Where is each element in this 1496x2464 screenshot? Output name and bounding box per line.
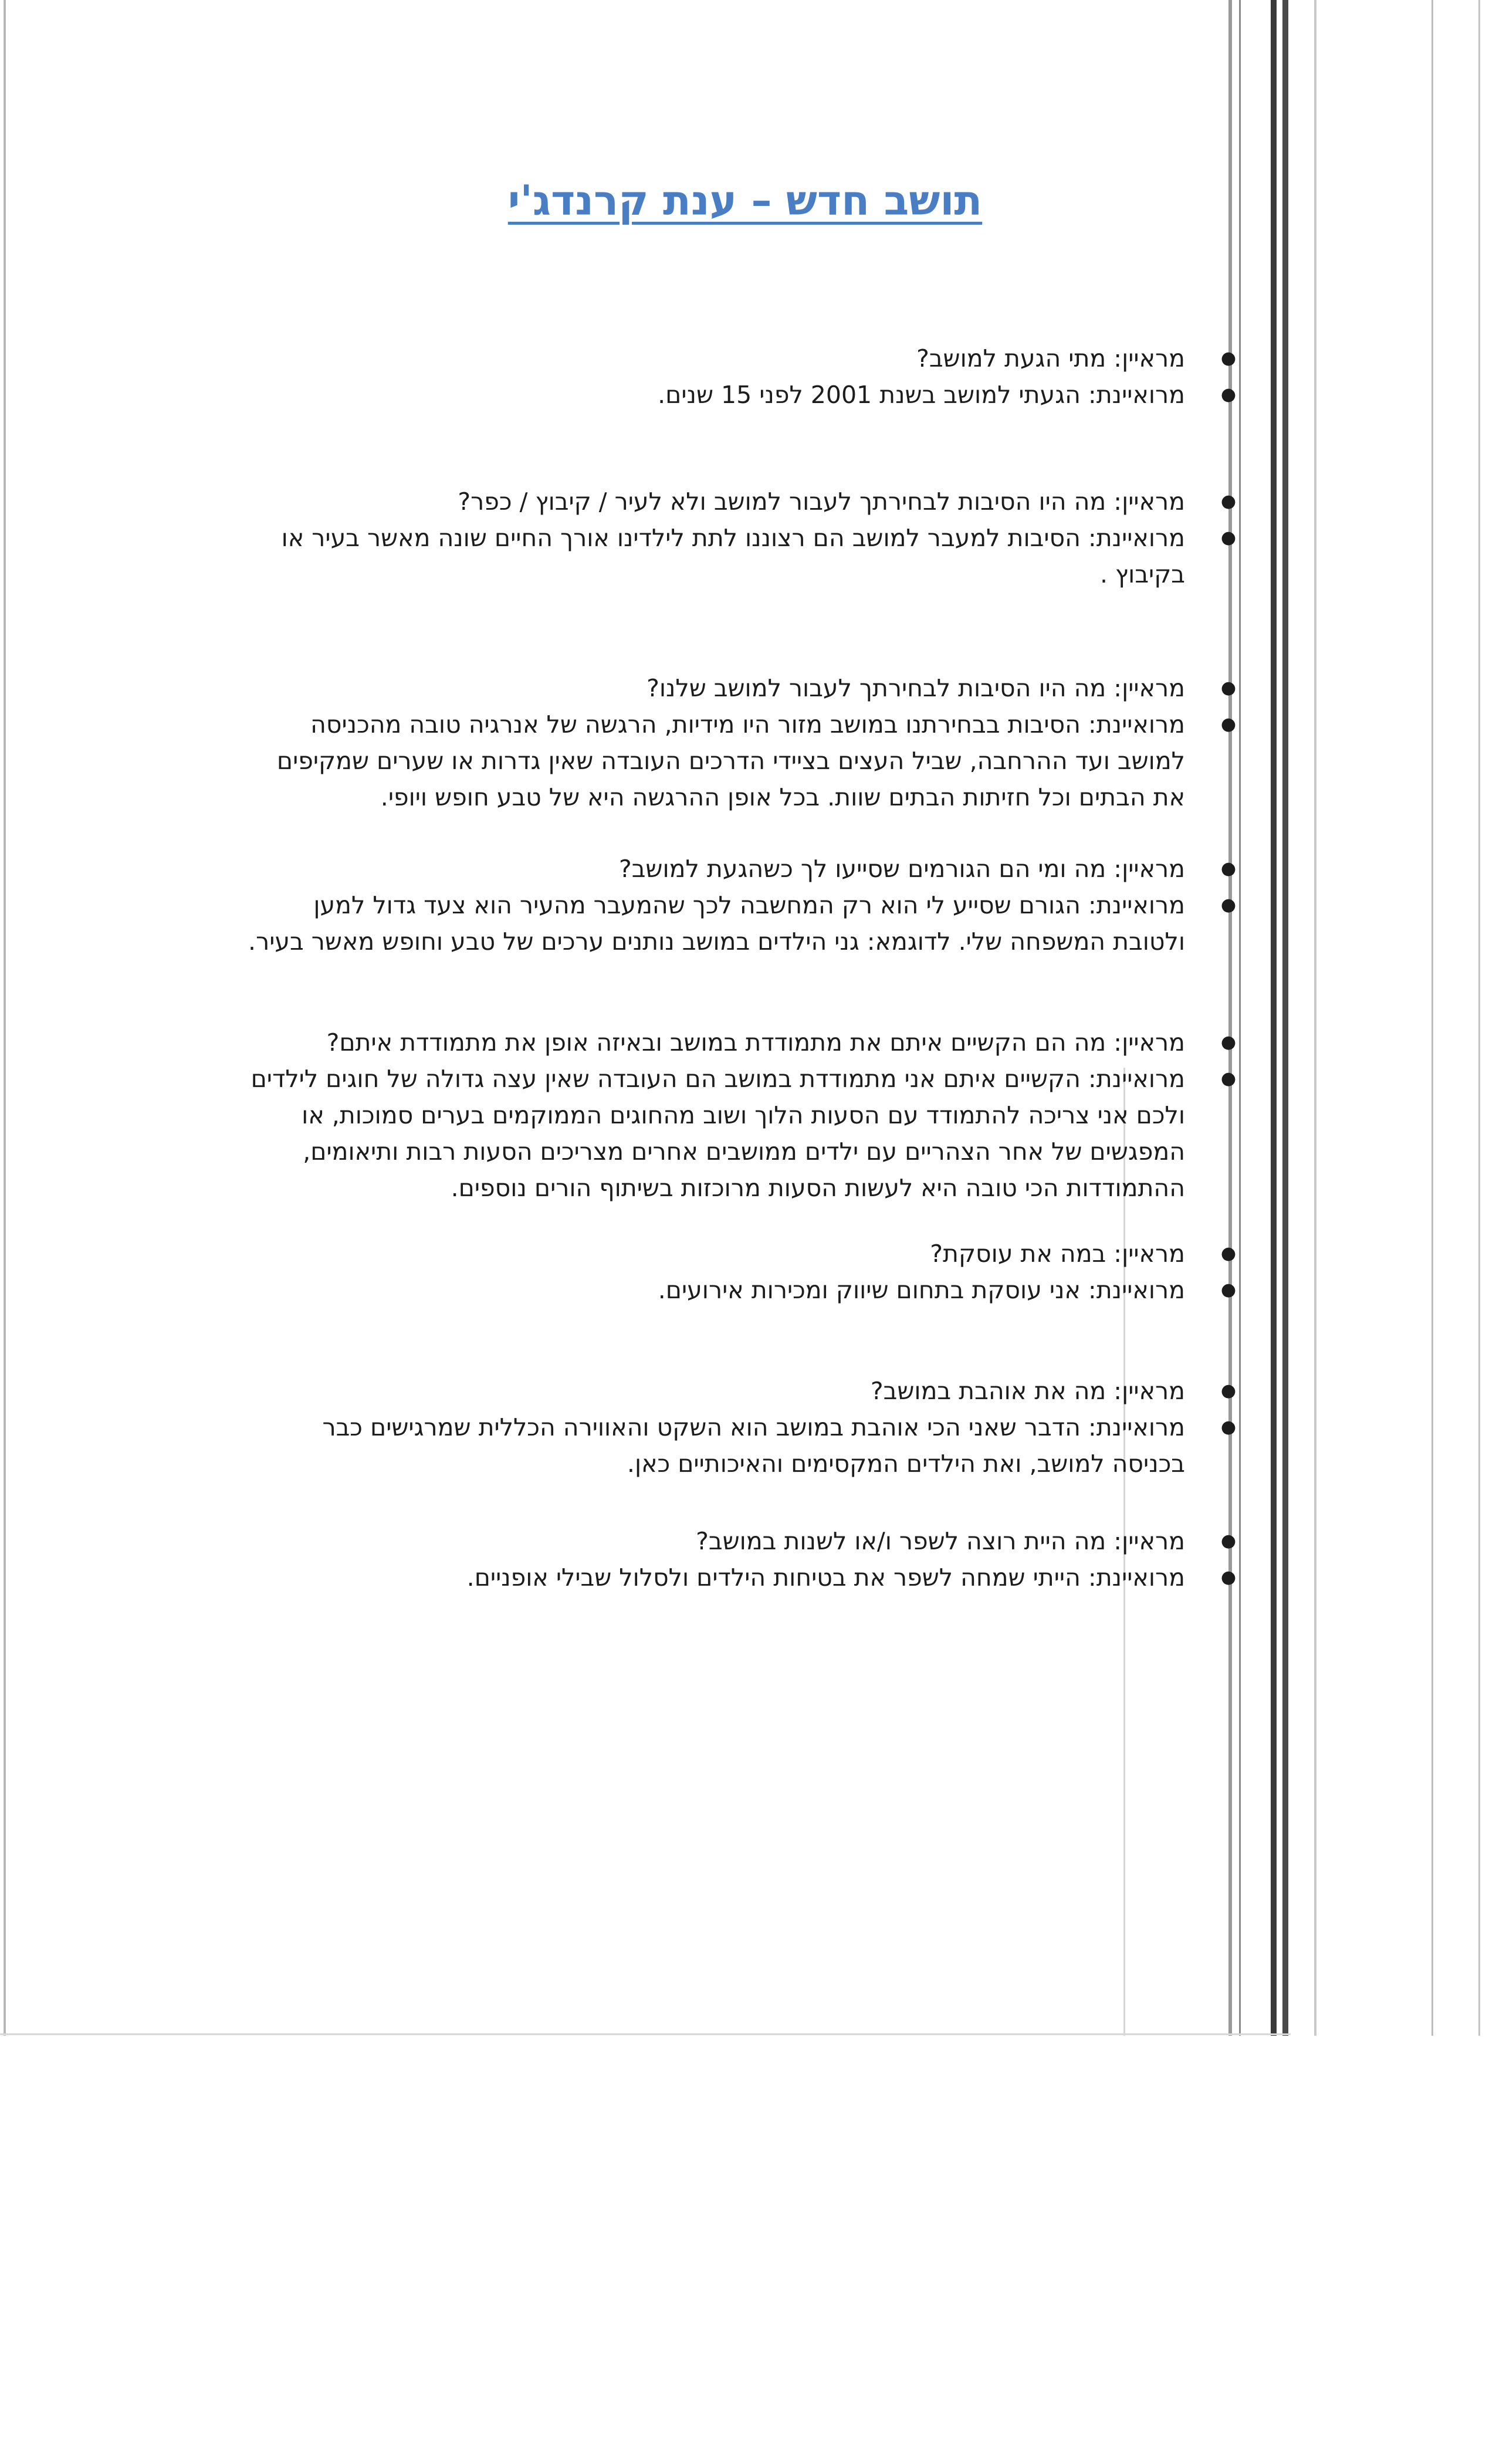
bullet-icon: ● (1220, 895, 1237, 915)
answer-item (246, 706, 1237, 815)
binder-line (1282, 0, 1288, 2036)
question-text: מראיין: במה את עוסקת? (930, 1240, 1185, 1268)
bullet-icon: ● (1220, 714, 1237, 735)
question-text: מראיין: מה היו הסיבות לבחירתך לעבור למושב ולא לעיר / קיבוץ / כפר? (458, 488, 1185, 516)
qa-pair (246, 1523, 1237, 1596)
answer-item (246, 1409, 1237, 1482)
answer-text: מרואיינת: אני עוסקת בתחום שיווק ומכירות אירועים. (658, 1276, 1185, 1304)
qa-pair (246, 1236, 1237, 1308)
question-item (246, 1024, 1237, 1061)
qa-pair (246, 670, 1237, 815)
question-item (246, 340, 1237, 377)
binder-line (1271, 0, 1277, 2036)
bullet-icon: ● (1220, 384, 1237, 405)
bullet-icon: ● (1220, 1032, 1237, 1052)
bullet-icon: ● (1220, 1567, 1237, 1588)
bullet-icon: ● (1220, 1531, 1237, 1551)
margin-line (1239, 0, 1241, 2036)
question-item (246, 670, 1237, 706)
question-text: מראיין: מה הם הקשיים איתם את מתמודדת במושב ובאיזה אופן את מתמודדת איתם? (326, 1028, 1185, 1057)
answer-item (246, 1559, 1237, 1596)
bullet-icon: ● (1220, 1243, 1237, 1264)
question-text: מראיין: מה היית רוצה לשפר ו/או לשנות במושב? (696, 1527, 1185, 1555)
margin-line (1228, 0, 1232, 2036)
bullet-icon: ● (1220, 491, 1237, 512)
answer-item (246, 1272, 1237, 1308)
answer-item (246, 1061, 1237, 1206)
margin-line (1478, 0, 1480, 2036)
page-bottom-edge (0, 2033, 1291, 2035)
question-item (246, 1373, 1237, 1409)
qa-pair (246, 340, 1237, 413)
answer-item (246, 377, 1237, 413)
qa-pair (246, 1024, 1237, 1206)
qa-pair (246, 1373, 1237, 1482)
document-title: תושב חדש – ענת קרנדג'י (507, 177, 983, 225)
margin-line (1431, 0, 1433, 2036)
bullet-icon: ● (1220, 527, 1237, 548)
answer-text: מרואיינת: הייתי שמחה לשפר את בטיחות הילדים ולסלול שבילי אופניים. (466, 1563, 1185, 1592)
bullet-icon: ● (1220, 678, 1237, 698)
question-item (246, 1523, 1237, 1559)
bullet-icon: ● (1220, 1068, 1237, 1089)
bullet-icon: ● (1220, 348, 1237, 368)
question-item (246, 851, 1237, 887)
answer-item (246, 520, 1237, 593)
page-left-edge (4, 0, 6, 2036)
question-text: מראיין: מה את אוהבת במושב? (870, 1377, 1185, 1405)
question-text: מראיין: מה היו הסיבות לבחירתך לעבור למושב שלנו? (647, 674, 1185, 702)
answer-text: מרואיינת: הסיבות למעבר למושב הם רצוננו לתת לילדינו אורך החיים שונה מאשר בעיר או בקיבוץ . (281, 524, 1185, 588)
question-item (246, 483, 1237, 520)
question-text: מראיין: מתי הגעת למושב? (916, 344, 1185, 373)
bullet-icon: ● (1220, 858, 1237, 879)
qa-pair (246, 851, 1237, 960)
question-text: מראיין: מה ומי הם הגורמים שסייעו לך כשהגעת למושב? (618, 855, 1185, 883)
qa-pair (246, 483, 1237, 593)
answer-text: מרואיינת: הגעתי למושב בשנת 2001 לפני 15 שנים. (658, 381, 1185, 409)
answer-text: מרואיינת: הקשיים איתם אני מתמודדת במושב הם העובדה שאין עצה גדולה של חוגים לילדים ולכם אני צריכה להתמודד עם הסעות הלוך ושוב מהחוגים הממוקמים בערים סמוכות, או המפגשים של אחר הצהריים עם ילדים ממושבים אחרים מצריכים הסעות רבות ותיאומים, ההתמודדות הכי טובה היא לעשות הסעות מרוכזות בשיתוף הורים נוספים. (251, 1065, 1185, 1202)
answer-text: מרואיינת: הסיבות בבחירתנו במושב מזור היו מידיות, הרגשה של אנרגיה טובה מהכניסה למושב ועד ההרחבה, שביל העצים בציידי הדרכים העובדה שאין גדרות או שערים שמקיפים את הבתים וכל חזיתות הבתים שוות. בכל אופן ההרגשה היא של טבע חופש ויופי. (276, 710, 1185, 811)
answer-text: מרואיינת: הגורם שסייע לי הוא רק המחשבה לכך שהמעבר מהעיר הוא צעד גדול למען ולטובת המשפחה שלי. לדוגמא: גני הילדים במושב נותנים ערכים של טבע וחופש מאשר בעיר. (248, 891, 1185, 956)
margin-line (1314, 0, 1316, 2036)
bullet-icon: ● (1220, 1417, 1237, 1437)
interview-list (246, 340, 1237, 1596)
bullet-icon: ● (1220, 1380, 1237, 1401)
answer-text: מרואיינת: הדבר שאני הכי אוהבת במושב הוא השקט והאווירה הכללית שמרגישים כבר בכניסה למושב, ואת הילדים המקסימים והאיכותיים כאן. (322, 1413, 1185, 1478)
answer-item (246, 887, 1237, 960)
question-item (246, 1236, 1237, 1272)
bullet-icon: ● (1220, 1280, 1237, 1300)
